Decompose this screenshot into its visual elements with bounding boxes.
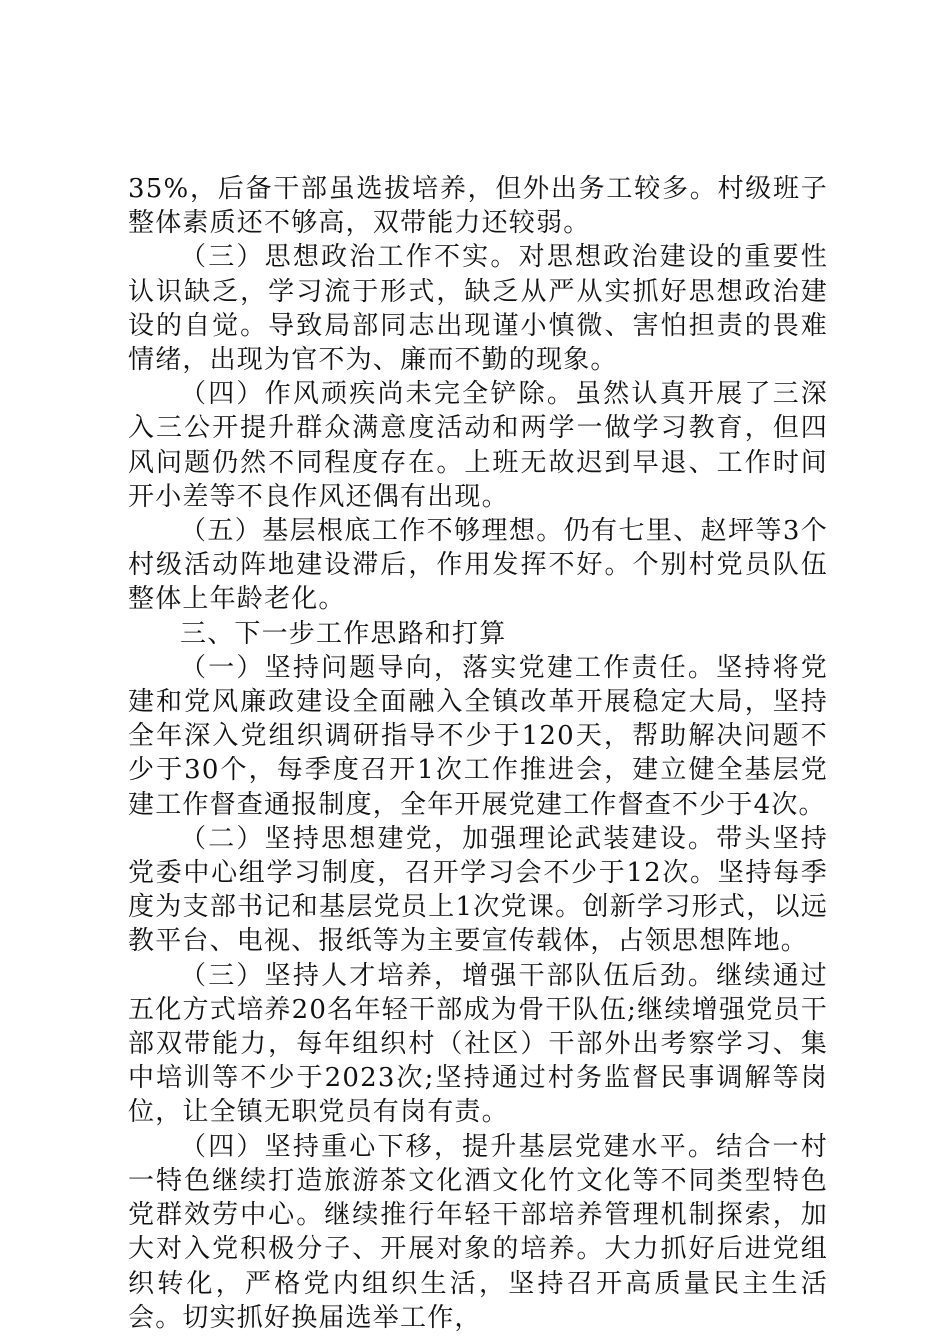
- paragraph-section-5-grassroots: （五）基层根底工作不够理想。仍有七里、赵坪等3个村级活动阵地建设滞后，作用发挥不好。个别村党员队伍整体上年龄老化。: [128, 516, 828, 615]
- paragraph-section-3-thought-work: （三）思想政治工作不实。对思想政治建设的重要性认识缺乏，学习流于形式，缺乏从严从实抓好思想政治建设的自觉。导致局部同志出现谨小慎微、害怕担责的畏难情绪，出现为官不为、廉而不勤的现象。: [128, 242, 828, 376]
- paragraph-next-2-ideology: （二）坚持思想建党，加强理论武装建设。带头坚持党委中心组学习制度，召开学习会不少于12次。坚持每季度为支部书记和基层党员上1次党课。创新学习形式，以远教平台、电视、报纸等为主要宣传载体，占领思想阵地。: [128, 823, 828, 957]
- paragraph-section-4-work-style: （四）作风顽疾尚未完全铲除。虽然认真开展了三深入三公开提升群众满意度活动和两学一做学习教育，但四风问题仍然不同程度存在。上班无故迟到早退、工作时间开小差等不良作风还偶有出现。: [128, 379, 828, 512]
- paragraph-next-3-talent: （三）坚持人才培养，增强干部队伍后劲。继续通过五化方式培养20名年轻干部成为骨干队伍;继续增强党员干部双带能力，每年组织村（社区）干部外出考察学习、集中培训等不少于2023次;坚持通过村务监督民事调解等岗位，让全镇无职党员有岗有责。: [128, 960, 828, 1128]
- paragraph-next-4-grassroots: （四）坚持重心下移，提升基层党建水平。结合一村一特色继续打造旅游茶文化酒文化竹文化等不同类型特色党群效劳中心。继续推行年轻干部培养管理机制探索，加大对入党积极分子、开展对象的培养。大力抓好后进党组织转化，严格党内组织生活，坚持召开高质量民主生活会。切实抓好换届选举工作，: [128, 1131, 828, 1333]
- section-heading-next-steps: 三、下一步工作思路和打算: [180, 618, 507, 649]
- document-body: [128, 172, 828, 1335]
- paragraph-continuation: 35%，后备干部虽选拔培养，但外出务工较多。村级班子整体素质还不够高，双带能力还较弱。: [128, 174, 828, 239]
- paragraph-next-1-problem-oriented: （一）坚持问题导向，落实党建工作责任。坚持将党建和党风廉政建设全面融入全镇改革开展稳定大局，坚持全年深入党组织调研指导不少于120天，帮助解决问题不少于30个，每季度召开1次工作推进会，建立健全基层党建工作督查通报制度，全年开展党建工作督查不少于4次。: [128, 652, 828, 820]
